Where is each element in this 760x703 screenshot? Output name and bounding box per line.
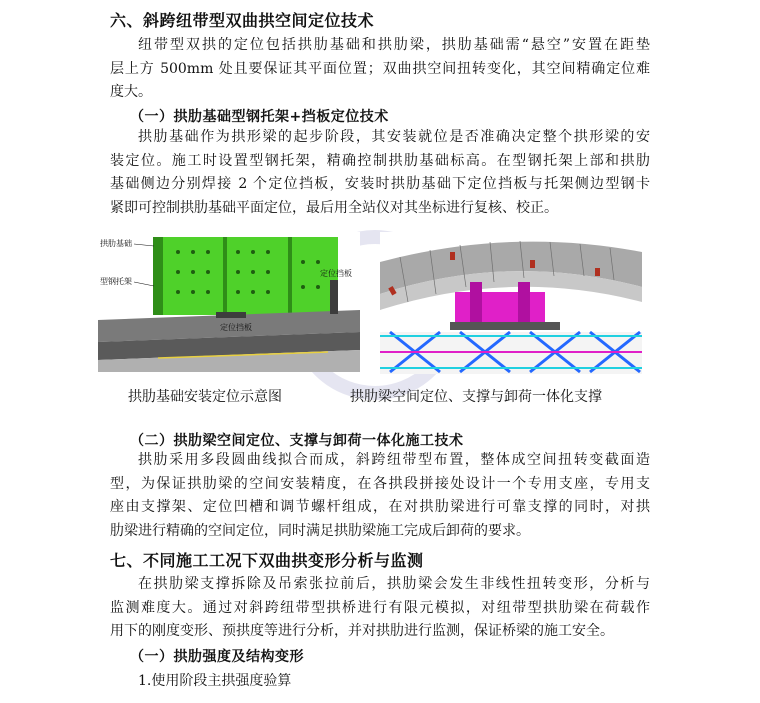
label-foundation: 拱肋基础 — [100, 239, 132, 248]
paragraph-line: 拱肋基础作为拱形梁的起步阶段，其安装就位是否准确决定整个拱形梁的安 — [138, 129, 650, 145]
paragraph-line: 度大。 — [110, 84, 152, 100]
figure-left-caption: 拱肋基础安装定位示意图 — [128, 389, 282, 405]
arch-support-illustration — [380, 232, 642, 374]
paragraph-line: 纽带型双拱的定位包括拱肋基础和拱肋梁，拱肋基础需“悬空”安置在距垫 — [138, 37, 650, 53]
subsection-6-1-heading: （一）拱肋基础型钢托架+挡板定位技术 — [130, 109, 389, 125]
label-bracket: 型钢托架 — [100, 277, 132, 286]
paragraph-line: 座由支撑架、定位凹槽和调节螺杆组成，在对拱肋梁进行可靠支撑的同时，对拱 — [110, 499, 650, 515]
item-1: 1.使用阶段主拱强度验算 — [138, 673, 292, 689]
figure-arch-support — [380, 232, 642, 374]
paragraph-line: 肋梁进行精确的空间定位，同时满足拱肋梁施工完成后卸荷的要求。 — [110, 522, 530, 539]
paragraph-line: 紧即可控制拱肋基础平面定位，最后用全站仪对其坐标进行复核、校正。 — [110, 199, 558, 216]
paragraph-line: 型，为保证拱肋梁的空间安装精度，在各拱段拼接处设计一个专用支座，专用支 — [110, 475, 650, 492]
paragraph-line: 在拱肋梁支撑拆除及吊索张拉前后，拱肋梁会发生非线性扭转变形，分析与 — [138, 576, 650, 592]
paragraph-line: 装定位。施工时设置型钢托架，精确控制拱肋基础标高。在型钢托架上部和拱肋 — [110, 152, 650, 169]
figure-foundation-positioning — [98, 232, 360, 372]
subsection-7-1-heading: （一）拱肋强度及结构变形 — [130, 649, 304, 665]
section-7-intro — [110, 573, 650, 644]
label-baffle-right: 定位挡板 — [320, 269, 352, 278]
paragraph-line: 基础侧边分别焊接 2 个定位挡板，安装时拱肋基础下定位挡板与托架侧边型钢卡 — [110, 176, 650, 192]
subsection-6-1-body — [110, 126, 650, 220]
subsection-6-2-body — [110, 449, 650, 543]
paragraph-line: 拱肋采用多段圆曲线拟合而成，斜跨纽带型布置，整体成空间扭转变截面造 — [138, 452, 650, 468]
paragraph-line: 层上方 500mm 处且要保证其平面位置；双曲拱空间扭转变化，其空间精确定位难 — [110, 60, 650, 77]
section-6-heading: 六、斜跨纽带型双曲拱空间定位技术 — [110, 11, 375, 30]
section-7-heading: 七、不同施工工况下双曲拱变形分析与监测 — [110, 551, 424, 570]
figure-right-caption: 拱肋梁空间定位、支撑与卸荷一体化支撑 — [350, 389, 602, 405]
label-baffle-bottom: 定位挡板 — [220, 323, 252, 332]
subsection-6-2-heading: （二）拱肋梁空间定位、支撑与卸荷一体化施工技术 — [130, 433, 464, 449]
section-6-intro — [110, 34, 650, 105]
paragraph-line: 用下的刚度变形、预拱度等进行分析，并对拱肋进行监测，保证桥梁的施工安全。 — [110, 623, 614, 639]
foundation-illustration — [98, 232, 360, 372]
paragraph-line: 监测难度大。通过对斜跨纽带型拱桥进行有限元模拟，对纽带型拱肋梁在荷载作 — [110, 599, 650, 616]
